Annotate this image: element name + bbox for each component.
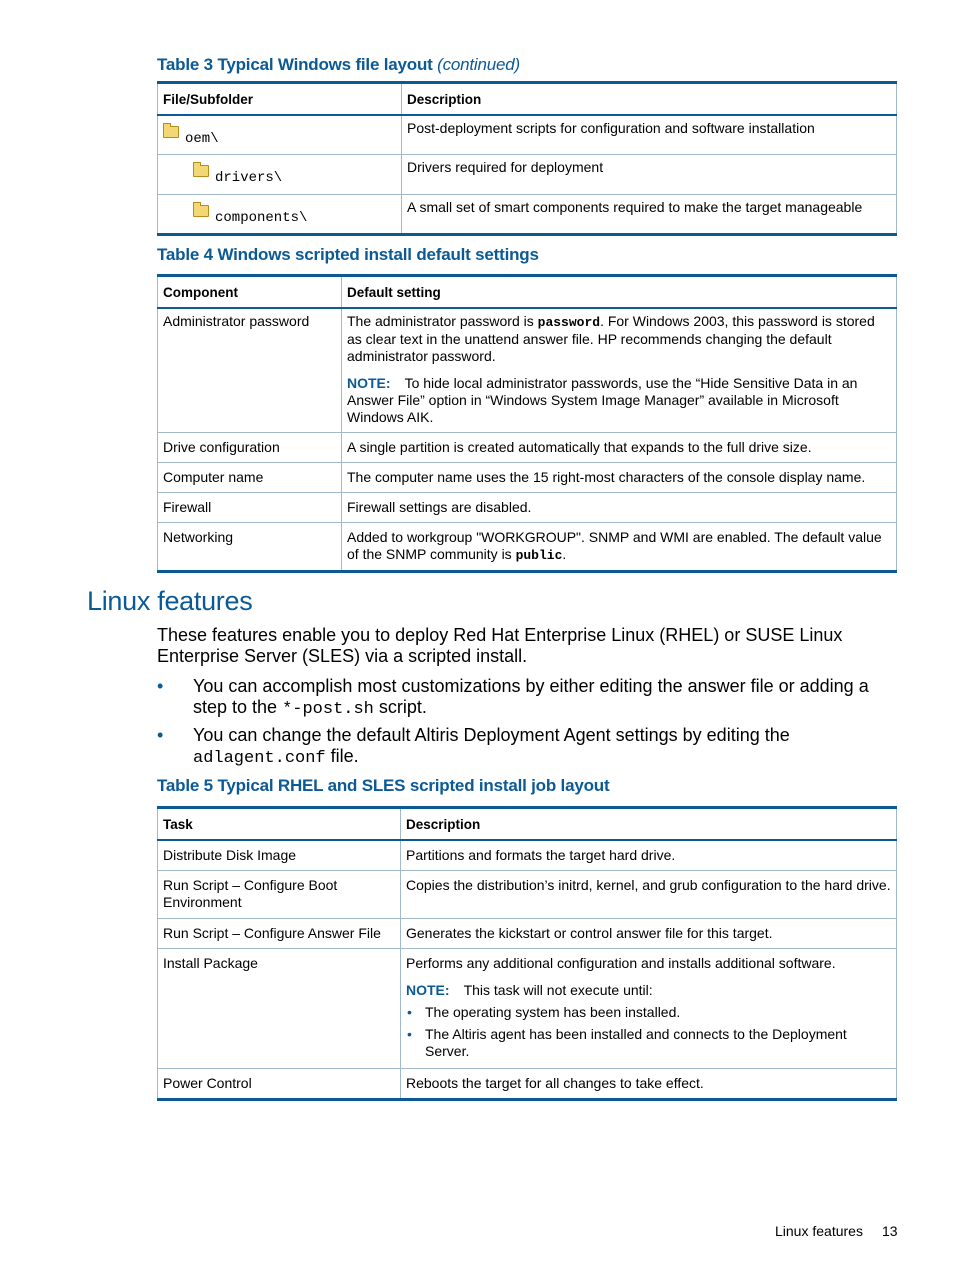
table-header-row — [158, 83, 897, 116]
text-run: file. — [325, 746, 359, 766]
table-header-cell: Task — [158, 808, 401, 841]
table-row — [158, 919, 897, 949]
table-row — [158, 949, 897, 1069]
folder-name: components\ — [215, 209, 308, 226]
footer-section-name: Linux features — [775, 1223, 863, 1239]
table-cell: Firewall — [158, 493, 342, 523]
table-row — [158, 433, 897, 463]
section-title: Linux features — [87, 586, 253, 616]
code-run: *-post.sh — [282, 700, 374, 719]
table-cell: A single partition is created automatically that expands to the full drive size. — [342, 433, 897, 463]
table-cell: Install Package — [158, 949, 401, 1069]
list-item — [406, 1026, 891, 1060]
note-label: NOTE: — [347, 375, 391, 391]
table-row — [158, 493, 897, 523]
code-run: adlagent.conf — [193, 749, 326, 768]
bullet-text — [193, 725, 897, 769]
table-header-cell: Component — [158, 276, 342, 309]
note-label: NOTE: — [406, 982, 450, 998]
table3-caption-text: Table 3 Typical Windows file layout — [157, 55, 433, 74]
table-cell: Partitions and formats the target hard drive. — [401, 840, 897, 871]
table3-caption-suffix: (continued) — [437, 55, 520, 74]
bullet-icon: • — [157, 725, 164, 745]
table-header-row — [158, 808, 897, 841]
cell-paragraph: Performs any additional configuration and installs additional software. — [406, 955, 836, 971]
table-row — [158, 308, 897, 433]
table-header-cell: File/Subfolder — [158, 83, 402, 116]
table-cell: Drive configuration — [158, 433, 342, 463]
table-row — [158, 871, 897, 919]
table3-caption — [157, 55, 520, 75]
note-list — [406, 1004, 891, 1060]
table-header-cell: Description — [402, 83, 897, 116]
table-cell: Networking — [158, 523, 342, 572]
list-item — [157, 676, 897, 720]
table-row — [158, 154, 897, 194]
list-item — [406, 1004, 891, 1021]
table-cell: Generates the kickstart or control answer file for this target. — [401, 919, 897, 949]
table-cell — [158, 194, 402, 234]
table3 — [157, 81, 897, 236]
folder-icon — [193, 165, 209, 177]
table-cell: Distribute Disk Image — [158, 840, 401, 871]
table-row — [158, 840, 897, 871]
table-cell — [158, 115, 402, 154]
table-row — [158, 1069, 897, 1100]
bullet-icon: • — [407, 1026, 412, 1042]
table-cell: Firewall settings are disabled. — [342, 493, 897, 523]
text-run: You can accomplish most customizations by either editing the answer file or adding a step to the — [193, 676, 869, 717]
table-cell: Run Script – Configure Answer File — [158, 919, 401, 949]
folder-icon — [163, 126, 179, 138]
table-cell — [342, 523, 897, 572]
list-item-text: The Altiris agent has been installed and connects to the Deployment Server. — [425, 1026, 847, 1059]
text-run: Added to workgroup "WORKGROUP". SNMP and WMI are enabled. The default value of the SNMP community is — [347, 529, 882, 562]
bullet-icon: • — [157, 676, 164, 696]
text-run: The administrator password is — [347, 313, 538, 329]
page-number: 13 — [882, 1223, 898, 1239]
table-header-cell: Default setting — [342, 276, 897, 309]
table-cell: Drivers required for deployment — [402, 154, 897, 194]
table-cell: Reboots the target for all changes to take effect. — [401, 1069, 897, 1100]
note — [347, 375, 891, 426]
cell-paragraph — [347, 313, 891, 365]
bullet-icon: • — [407, 1004, 412, 1020]
text-run: You can change the default Altiris Deployment Agent settings by editing the — [193, 725, 790, 745]
table-row — [158, 115, 897, 154]
table-cell — [401, 949, 897, 1069]
list-item-text: The operating system has been installed. — [425, 1004, 681, 1020]
bullet-text — [193, 676, 897, 720]
table-cell: A small set of smart components required to make the target manageable — [402, 194, 897, 234]
table-header-cell: Description — [401, 808, 897, 841]
table4 — [157, 274, 897, 573]
table-cell: Administrator password — [158, 308, 342, 433]
text-run: . For Windows 2003, this password is stored as clear text in the unattend answer file. HP recommends changing the default administrator password. — [347, 313, 875, 364]
code-run: public — [515, 548, 563, 563]
table-cell — [158, 154, 402, 194]
table-cell: Computer name — [158, 463, 342, 493]
table-cell: Post-deployment scripts for configuration and software installation — [402, 115, 897, 154]
note — [406, 982, 891, 999]
folder-name: oem\ — [185, 131, 219, 147]
table-row — [158, 194, 897, 234]
note-text: This task will not execute until: — [463, 982, 653, 998]
text-run: . — [562, 546, 567, 562]
intro-paragraph: These features enable you to deploy Red Hat Enterprise Linux (RHEL) or SUSE Linux Enterprise Server (SLES) via a scripted install. — [157, 625, 843, 666]
table-cell: Power Control — [158, 1069, 401, 1100]
table5-caption: Table 5 Typical RHEL and SLES scripted install job layout — [157, 776, 610, 795]
note-text: To hide local administrator passwords, use the “Hide Sensitive Data in an Answer File” option in “Windows System Image Manager” available in Microsoft Windows AIK. — [347, 375, 858, 425]
table-cell: The computer name uses the 15 right-most characters of the console display name. — [342, 463, 897, 493]
table4-caption: Table 4 Windows scripted install default settings — [157, 245, 539, 264]
table-header-row — [158, 276, 897, 309]
table-cell — [342, 308, 897, 433]
code-run: password — [537, 315, 601, 330]
table-cell: Run Script – Configure Boot Environment — [158, 871, 401, 919]
table-row — [158, 463, 897, 493]
table-row — [158, 523, 897, 572]
table-cell: Copies the distribution’s initrd, kernel, and grub configuration to the hard drive. — [401, 871, 897, 919]
text-run: script. — [373, 697, 427, 717]
folder-name: drivers\ — [215, 169, 283, 186]
folder-icon — [193, 205, 209, 217]
table5 — [157, 806, 897, 1101]
list-item — [157, 725, 897, 769]
